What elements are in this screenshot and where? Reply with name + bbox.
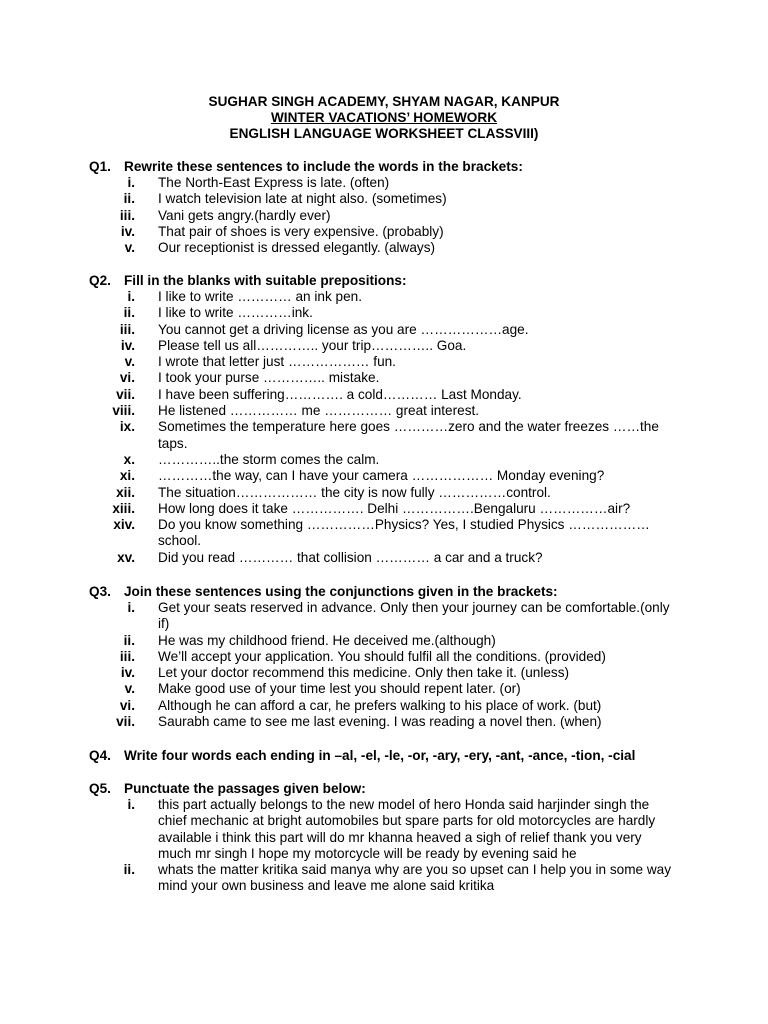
question-2-items xyxy=(89,289,729,566)
item-number: v. xyxy=(124,240,135,256)
item-number: vi. xyxy=(119,370,135,386)
question-4 xyxy=(89,748,729,764)
item-text: I like to write ………… an ink pen. xyxy=(158,289,362,304)
list-item xyxy=(89,517,729,550)
question-1 xyxy=(89,159,729,256)
item-text: Do you know something ……………Physics? Yes, I studied Physics ……………… school. xyxy=(158,517,650,549)
list-item xyxy=(89,370,729,386)
item-number: v. xyxy=(124,681,135,697)
item-text: Vani gets angry.(hardly ever) xyxy=(158,207,331,223)
item-text: Sometimes the temperature here goes …………zero and the water freezes ……the taps. xyxy=(158,419,659,451)
list-item xyxy=(89,665,729,681)
item-text: Get your seats reserved in advance. Only then your journey can be comfortable.(only if) xyxy=(158,600,670,632)
list-item xyxy=(89,338,729,354)
item-number: i. xyxy=(127,175,135,190)
item-text: I watch television late at night also. (sometimes) xyxy=(158,191,447,207)
item-text: Saurabh came to see me last evening. I was reading a novel then. (when) xyxy=(158,714,602,730)
item-number: xi. xyxy=(119,468,135,484)
question-text: Punctuate the passages given below: xyxy=(124,781,366,796)
item-text: I like to write …………ink. xyxy=(158,305,313,321)
list-item xyxy=(89,485,729,501)
question-number: Q4. xyxy=(89,748,111,763)
question-2-title xyxy=(89,273,729,289)
list-item xyxy=(89,600,729,633)
question-text: Rewrite these sentences to include the words in the brackets: xyxy=(124,159,523,174)
question-3-title xyxy=(89,584,729,600)
school-name: SUGHAR SINGH ACADEMY, SHYAM NAGAR, KANPUR xyxy=(208,94,560,109)
list-item xyxy=(89,354,729,370)
item-number: i. xyxy=(127,797,135,812)
list-item xyxy=(89,633,729,649)
list-item xyxy=(89,419,729,452)
list-item xyxy=(89,698,729,714)
item-number: xii. xyxy=(116,484,135,500)
item-number: xv. xyxy=(117,549,135,565)
question-2 xyxy=(89,273,729,566)
item-text: …………..the storm comes the calm. xyxy=(158,451,380,467)
question-4-title xyxy=(89,748,729,764)
item-number: ii. xyxy=(123,191,135,207)
item-number: vii. xyxy=(116,386,135,402)
item-text: That pair of shoes is very expensive. (probably) xyxy=(158,223,444,239)
item-text: The situation……………… the city is now fully ……………control. xyxy=(158,484,551,500)
item-number: ii. xyxy=(123,305,135,321)
item-text: How long does it take ……………. Delhi …………….Bengaluru ……………air? xyxy=(158,500,631,516)
item-text: this part actually belongs to the new model of hero Honda said harjinder singh the chief mechanic at bright automobiles but spare parts for old motorcycles are hardly available i think this part will do mr khanna heaved a sigh of relief thank you very much mr singh I hope my motorcycle will be ready by evening said he xyxy=(158,797,656,861)
question-text: Write four words each ending in –al, -el, -le, -or, -ary, -ery, -ant, -ance, -tion, -cial xyxy=(124,748,636,763)
item-text: I wrote that letter just ……………… fun. xyxy=(158,354,396,370)
item-number: i. xyxy=(127,600,135,615)
question-number: Q2. xyxy=(89,273,111,288)
question-text: Join these sentences using the conjunctions given in the brackets: xyxy=(124,584,558,599)
question-1-items xyxy=(89,175,729,256)
list-item xyxy=(89,714,729,730)
homework-title xyxy=(0,110,768,126)
list-item xyxy=(89,468,729,484)
item-number: xiii. xyxy=(112,500,135,516)
list-item xyxy=(89,681,729,697)
list-item xyxy=(89,862,729,895)
question-text: Fill in the blanks with suitable prepositions: xyxy=(124,273,407,288)
list-item xyxy=(89,191,729,207)
item-number: vi. xyxy=(119,697,135,713)
question-1-title xyxy=(89,159,729,175)
item-number: iv. xyxy=(120,223,135,239)
item-text: Our receptionist is dressed elegantly. (always) xyxy=(158,240,436,256)
question-3 xyxy=(89,584,729,730)
item-text: You cannot get a driving license as you are ………………age. xyxy=(158,321,529,337)
question-number: Q1. xyxy=(89,159,111,174)
question-number: Q3. xyxy=(89,584,111,599)
item-number: xiv. xyxy=(113,517,135,533)
item-text: He listened …………… me …………… great interest. xyxy=(158,403,480,419)
homework-title-text: WINTER VACATIONS’ HOMEWORK xyxy=(270,110,498,125)
list-item xyxy=(89,387,729,403)
item-number: iii. xyxy=(119,321,135,337)
list-item xyxy=(89,224,729,240)
item-text: Although he can afford a car, he prefers walking to his place of work. (but) xyxy=(158,697,602,713)
item-text: whats the matter kritika said manya why are you so upset can I help you in some way mind your own business and leave me alone said kritika xyxy=(158,862,672,894)
item-number: ii. xyxy=(123,632,135,648)
item-number: vii. xyxy=(116,714,135,730)
item-text: Please tell us all………….. your trip………….. Goa. xyxy=(158,337,467,353)
item-number: iii. xyxy=(119,207,135,223)
item-text: Did you read ………… that collision ………… a car and a truck? xyxy=(158,549,543,565)
list-item xyxy=(89,175,729,191)
item-number: ix. xyxy=(119,419,135,435)
item-number: viii. xyxy=(112,403,135,419)
item-number: iii. xyxy=(119,648,135,664)
item-text: Make good use of your time lest you should repent later. (or) xyxy=(158,681,521,697)
question-3-items xyxy=(89,600,729,730)
list-item xyxy=(89,403,729,419)
list-item xyxy=(89,797,729,862)
list-item xyxy=(89,452,729,468)
item-text: I have been suffering…………. a cold………… Last Monday. xyxy=(158,386,522,402)
item-number: iv. xyxy=(120,665,135,681)
item-text: We’ll accept your application. You should fulfil all the conditions. (provided) xyxy=(158,648,606,664)
item-number: i. xyxy=(127,289,135,304)
item-text: Let your doctor recommend this medicine. Only then take it. (unless) xyxy=(158,665,570,681)
list-item xyxy=(89,649,729,665)
list-item xyxy=(89,322,729,338)
worksheet-title: ENGLISH LANGUAGE WORKSHEET CLASSVIII) xyxy=(229,126,539,141)
question-5 xyxy=(89,781,729,895)
list-item xyxy=(89,289,729,305)
question-5-items xyxy=(89,797,729,895)
list-item xyxy=(89,550,729,566)
item-text: I took your purse ………….. mistake. xyxy=(158,370,380,386)
list-item xyxy=(89,305,729,321)
item-number: v. xyxy=(124,354,135,370)
item-number: iv. xyxy=(120,337,135,353)
list-item xyxy=(89,240,729,256)
item-text: …………the way, can I have your camera ……………… Monday evening? xyxy=(158,468,605,484)
item-text: The North-East Express is late. (often) xyxy=(158,175,390,190)
question-5-title xyxy=(89,781,729,797)
item-number: ii. xyxy=(123,862,135,878)
list-item xyxy=(89,501,729,517)
item-number: x. xyxy=(123,451,135,467)
item-text: He was my childhood friend. He deceived me.(although) xyxy=(158,632,496,648)
question-number: Q5. xyxy=(89,781,111,796)
list-item xyxy=(89,208,729,224)
